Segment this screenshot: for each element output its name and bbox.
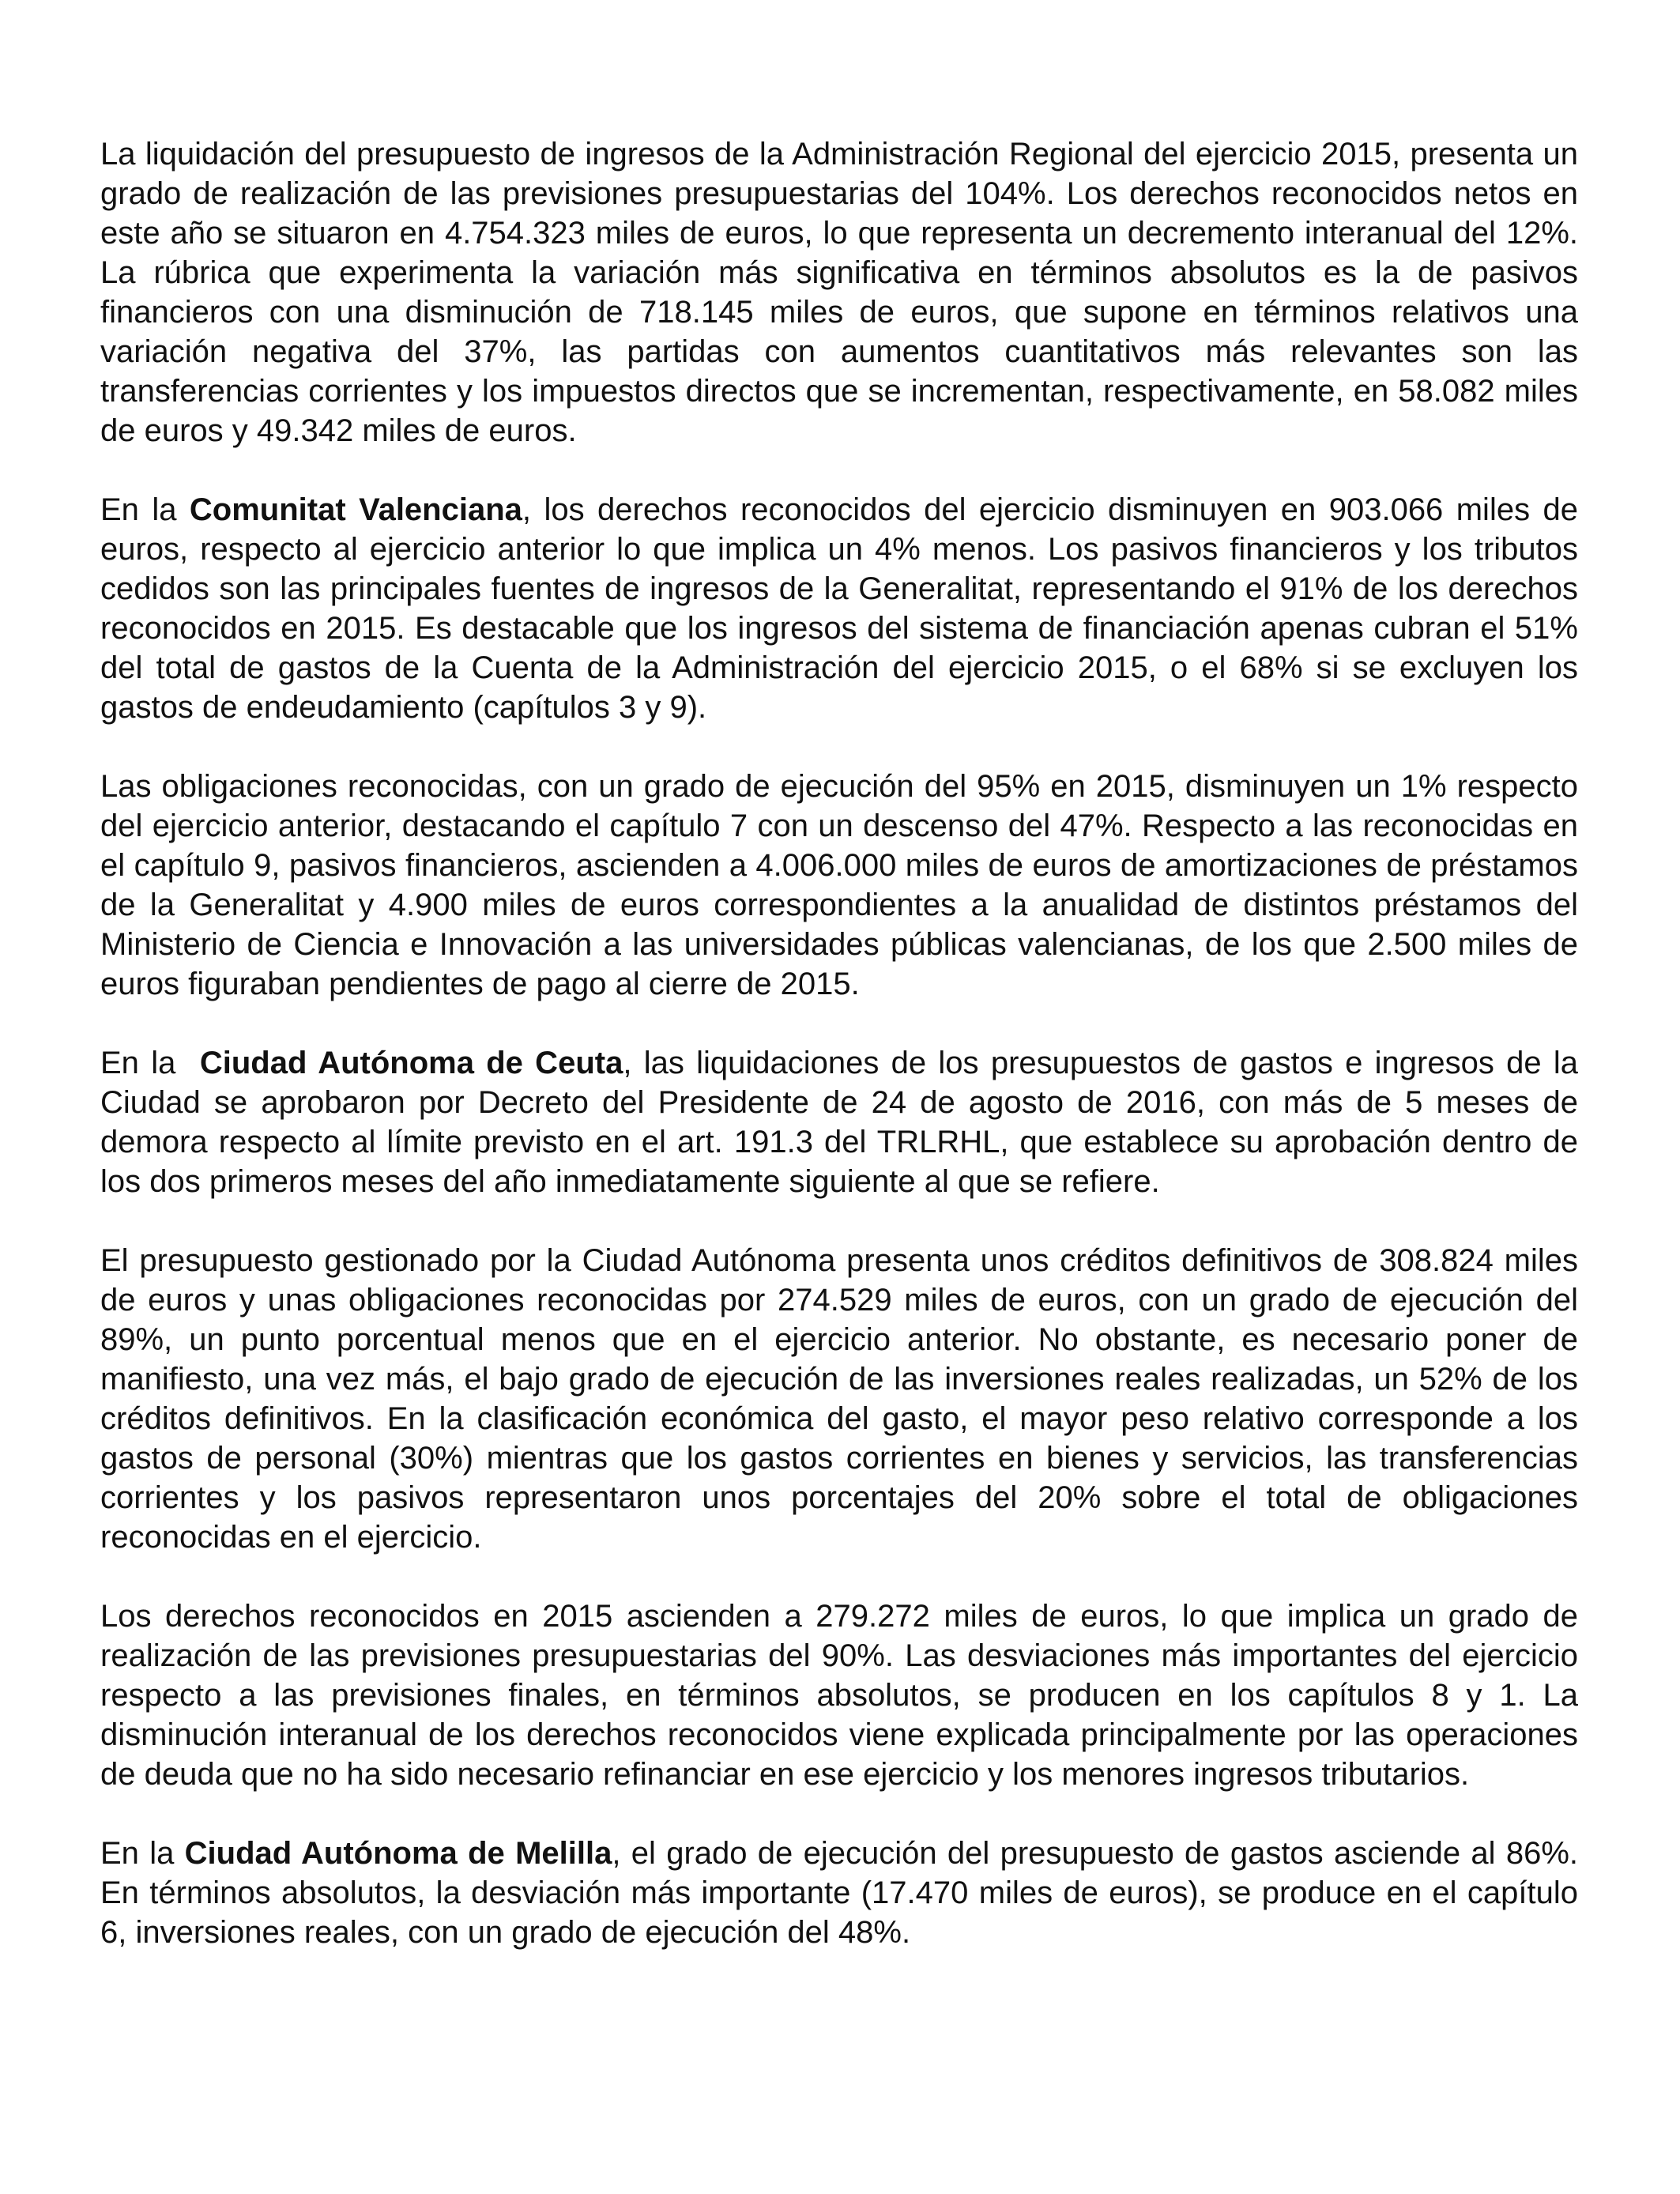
paragraph-obligaciones-reconocidas	[100, 767, 1578, 1004]
region-heading-comunitat-valenciana: Comunitat Valenciana	[189, 492, 522, 527]
region-heading-melilla: Ciudad Autónoma de Melilla	[184, 1836, 612, 1871]
document-page	[100, 134, 1578, 1992]
region-heading-ceuta: Ciudad Autónoma de Ceuta	[199, 1046, 623, 1080]
paragraph-text: , el grado de ejecución del presupuesto de gastos asciende al 86%. En términos absolutos, la desviación más importante (17.470 miles de euros), se produce en el capítulo 6, inversiones reales, con un grado de ejecución del 48%.	[100, 1836, 1578, 1950]
paragraph-prefix: En la	[100, 1836, 185, 1871]
paragraph-presupuesto-ceuta	[100, 1241, 1578, 1557]
paragraph-ingresos-administracion-regional	[100, 134, 1578, 450]
paragraph-ciudad-autonoma-ceuta	[100, 1043, 1578, 1201]
paragraph-text: El presupuesto gestionado por la Ciudad Autónoma presenta unos créditos definitivos de 308.824 miles de euros y unas obligaciones reconocidas por 274.529 miles de euros, con un grado de ejecución del 89%, un punto porcentual menos que en el ejercicio anterior. No obstante, es necesario poner de manifiesto, una vez más, el bajo grado de ejecución de las inversiones reales realizadas, un 52% de los créditos definitivos. En la clasificación económica del gasto, el mayor peso relativo corresponde a los gastos de personal (30%) mientras que los gastos corrientes en bienes y servicios, las transferencias corrientes y los pasivos representaron unos porcentajes del 20% sobre el total de obligaciones reconocidas en el ejercicio.	[100, 1243, 1578, 1555]
paragraph-prefix: En la	[100, 492, 190, 527]
paragraph-comunitat-valenciana	[100, 490, 1578, 727]
paragraph-text: La liquidación del presupuesto de ingresos de la Administración Regional del ejercicio 2015, presenta un grado de realización de las previsiones presupuestarias del 104%. Los derechos reconocidos netos en este año se situaron en 4.754.323 miles de euros, lo que representa un decremento interanual del 12%. La rúbrica que experimenta la variación más significativa en términos absolutos es la de pasivos financieros con una disminución de 718.145 miles de euros, que supone en términos relativos una variación negativa del 37%, las partidas con aumentos cuantitativos más relevantes son las transferencias corrientes y los impuestos directos que se incrementan, respectivamente, en 58.082 miles de euros y 49.342 miles de euros.	[100, 137, 1578, 448]
paragraph-derechos-reconocidos-ceuta	[100, 1596, 1578, 1794]
paragraph-text: Las obligaciones reconocidas, con un grado de ejecución del 95% en 2015, disminuyen un 1% respecto del ejercicio anterior, destacando el capítulo 7 con un descenso del 47%. Respecto a las reconocidas en el capítulo 9, pasivos financieros, ascienden a 4.006.000 miles de euros de amortizaciones de préstamos de la Generalitat y 4.900 miles de euros correspondientes a la anualidad de distintos préstamos del Ministerio de Ciencia e Innovación a las universidades públicas valencianas, de los que 2.500 miles de euros figuraban pendientes de pago al cierre de 2015.	[100, 769, 1578, 1001]
paragraph-text: , las liquidaciones de los presupuestos de gastos e ingresos de la Ciudad se aprobaron por Decreto del Presidente de 24 de agosto de 2016, con más de 5 meses de demora respecto al límite previsto en el art. 191.3 del TRLRHL, que establece su aprobación dentro de los dos primeros meses del año inmediatamente siguiente al que se refiere.	[100, 1046, 1579, 1199]
paragraph-ciudad-autonoma-melilla	[100, 1834, 1578, 1952]
paragraph-text: , los derechos reconocidos del ejercicio disminuyen en 903.066 miles de euros, respecto al ejercicio anterior lo que implica un 4% menos. Los pasivos financieros y los tributos cedidos son las principales fuentes de ingresos de la Generalitat, representando el 91% de los derechos reconocidos en 2015. Es destacable que los ingresos del sistema de financiación apenas cubran el 51% del total de gastos de la Cuenta de la Administración del ejercicio 2015, o el 68% si se excluyen los gastos de endeudamiento (capítulos 3 y 9).	[100, 492, 1578, 725]
paragraph-text: Los derechos reconocidos en 2015 ascienden a 279.272 miles de euros, lo que implica un grado de realización de las previsiones presupuestarias del 90%. Las desviaciones más importantes del ejercicio respecto a las previsiones finales, en términos absolutos, se producen en los capítulos 8 y 1. La disminución interanual de los derechos reconocidos viene explicada principalmente por las operaciones de deuda que no ha sido necesario refinanciar en ese ejercicio y los menores ingresos tributarios.	[100, 1599, 1578, 1792]
paragraph-prefix: En la	[100, 1046, 200, 1080]
